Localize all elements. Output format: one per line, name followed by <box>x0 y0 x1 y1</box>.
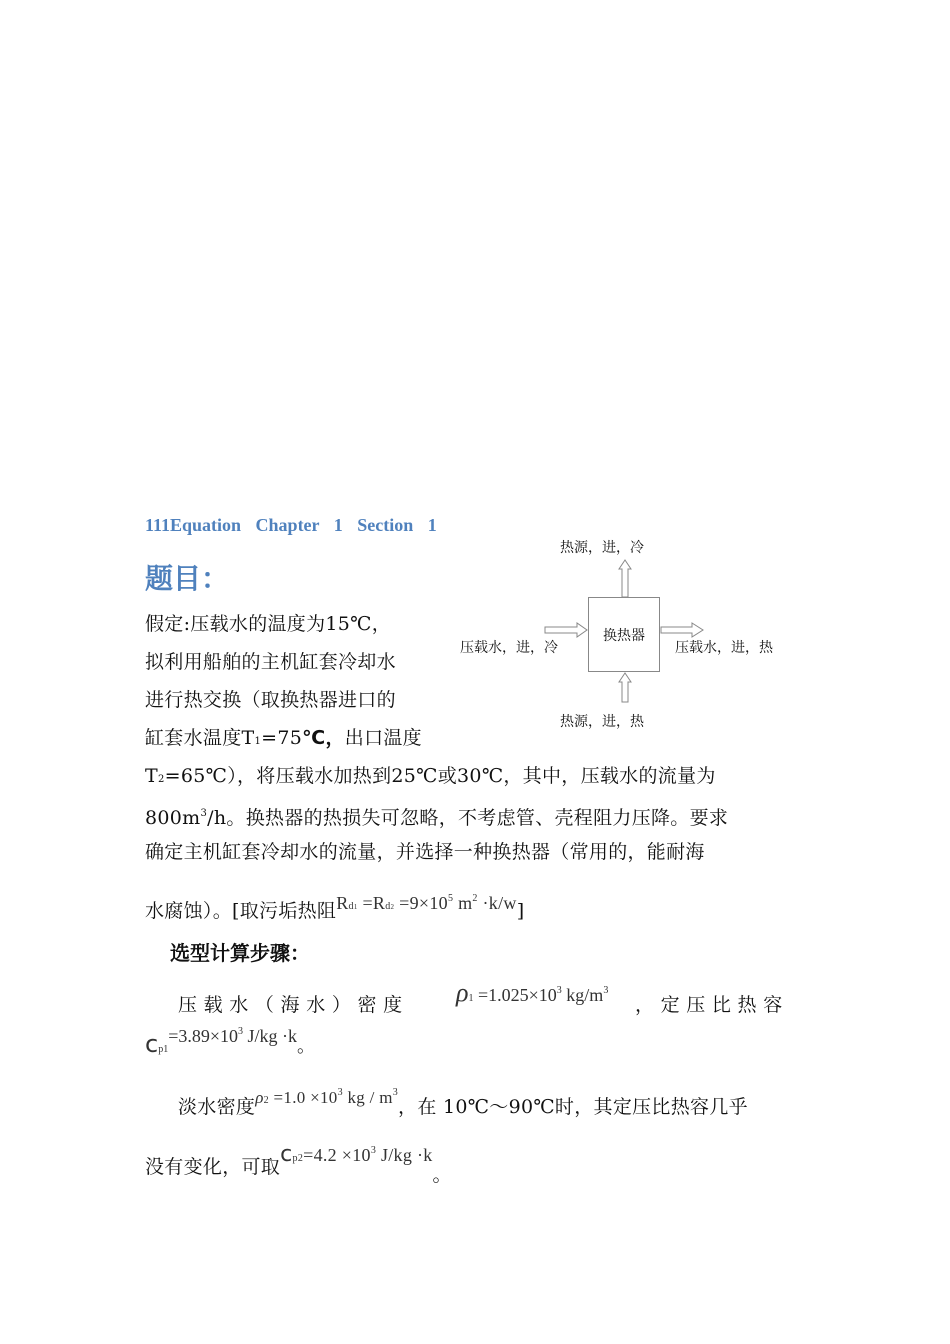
text: =1.0 ×10 <box>268 1088 338 1107</box>
text: J/kg ·k <box>376 1145 433 1165</box>
text: 。 <box>297 1036 316 1057</box>
text: m <box>453 893 473 913</box>
diagram-label-top: 热源，进，冷 <box>560 540 644 556</box>
superscript: 2 <box>472 893 478 904</box>
page-title: 题目： <box>145 562 230 595</box>
problem-line-7: 确定主机缸套冷却水的流量，并选择一种换热器（常用的，能耐海 <box>145 841 705 863</box>
diagram-label-left: 压载水，进，冷 <box>460 640 558 656</box>
step2-line-2 <box>145 1132 452 1194</box>
subscript: p2 <box>292 1153 304 1164</box>
subscript: 1 <box>254 736 262 747</box>
seawater-cp-formula <box>145 1026 315 1058</box>
text: =1.025×10 <box>473 985 557 1005</box>
problem-line-3: 进行热交换（取换热器进口的 <box>145 689 396 711</box>
freshwater-density-formula <box>255 1088 398 1107</box>
arrow-right-icon <box>661 623 703 637</box>
superscript: 3 <box>337 1087 343 1098</box>
text: kg/m <box>561 985 604 1005</box>
problem-line-1: 假定:压载水的温度为15℃， <box>145 613 392 635</box>
text: =9×10 <box>394 893 448 913</box>
subscript: 2 <box>390 903 395 911</box>
fouling-resistance-formula <box>336 893 516 913</box>
subscript: 1 <box>468 993 474 1004</box>
step1-density-label: 压 载 水 （ 海 水 ） 密 度 <box>178 994 403 1016</box>
text: =75 <box>261 727 303 749</box>
text: =4.2 ×10 <box>303 1145 371 1165</box>
text: ·k/w <box>477 893 517 913</box>
equation-chapter-header: 111Equation Chapter 1 Section 1 <box>145 515 437 535</box>
text: ，在 10℃～90℃时，其定压比热容几乎 <box>398 1096 748 1118</box>
freshwater-cp-formula <box>280 1142 433 1167</box>
text: =3.89×10 <box>168 1026 239 1046</box>
cp-symbol: c <box>145 1030 159 1058</box>
subscript: d <box>348 901 354 912</box>
cp-symbol: c <box>280 1142 293 1167</box>
superscript: 5 <box>447 893 454 904</box>
seawater-density-formula <box>456 978 608 1008</box>
text: 缸套水温度T <box>145 727 255 749</box>
text: ] <box>516 900 525 922</box>
step1-cp-label: ， 定 压 比 热 容 <box>635 994 783 1016</box>
subscript: 2 <box>263 1095 269 1106</box>
arrow-up-icon <box>619 560 631 597</box>
superscript: 3 <box>238 1026 244 1037</box>
text: 淡水密度 <box>178 1096 256 1118</box>
diagram-label-bottom: 热源，进，热 <box>560 714 644 730</box>
text: kg / m <box>342 1088 393 1107</box>
superscript: 3 <box>200 808 208 819</box>
problem-line-8 <box>145 880 524 930</box>
diagram-label-right: 压载水，进，热 <box>675 640 773 656</box>
subscript: 1 <box>353 903 358 911</box>
heat-exchanger-label: 换热器 <box>603 627 645 644</box>
superscript: 3 <box>556 985 562 996</box>
bold-text: ℃， <box>302 727 345 749</box>
text: T <box>145 765 158 787</box>
subscript: d <box>385 901 391 912</box>
text: 800m <box>145 807 201 829</box>
step2-line-1 <box>178 1074 748 1126</box>
arrow-right-icon <box>545 623 587 637</box>
text: 水腐蚀）。[取污垢热阻 <box>145 900 337 922</box>
symbol: R <box>336 893 349 913</box>
superscript: 3 <box>603 985 609 996</box>
text: =R <box>357 893 386 913</box>
superscript: 3 <box>392 1087 399 1098</box>
problem-line-2: 拟利用船舶的主机缸套冷却水 <box>145 651 396 673</box>
diagram-arrows <box>540 555 715 715</box>
arrow-up-icon <box>619 673 631 702</box>
text: 。 <box>432 1164 452 1186</box>
superscript: 3 <box>370 1145 377 1156</box>
text: =65℃），将压载水加热到25℃或30℃，其中，压载水的流量为 <box>164 765 716 787</box>
rho-symbol: ρ <box>456 978 469 1007</box>
subscript: p1 <box>158 1044 169 1055</box>
text: /h。换热器的热损失可忽略，不考虑管、壳程阻力压降。要求 <box>207 807 729 829</box>
problem-line-4 <box>145 719 422 761</box>
text: 没有变化，可取 <box>145 1156 281 1178</box>
rho-symbol: ρ <box>255 1088 264 1107</box>
problem-line-6 <box>145 795 728 837</box>
section-heading: 选型计算步骤： <box>170 941 310 965</box>
subscript: 2 <box>157 774 165 785</box>
text: 出口温度 <box>344 727 422 749</box>
problem-line-5 <box>145 757 716 799</box>
text: J/kg ·k <box>243 1026 298 1046</box>
